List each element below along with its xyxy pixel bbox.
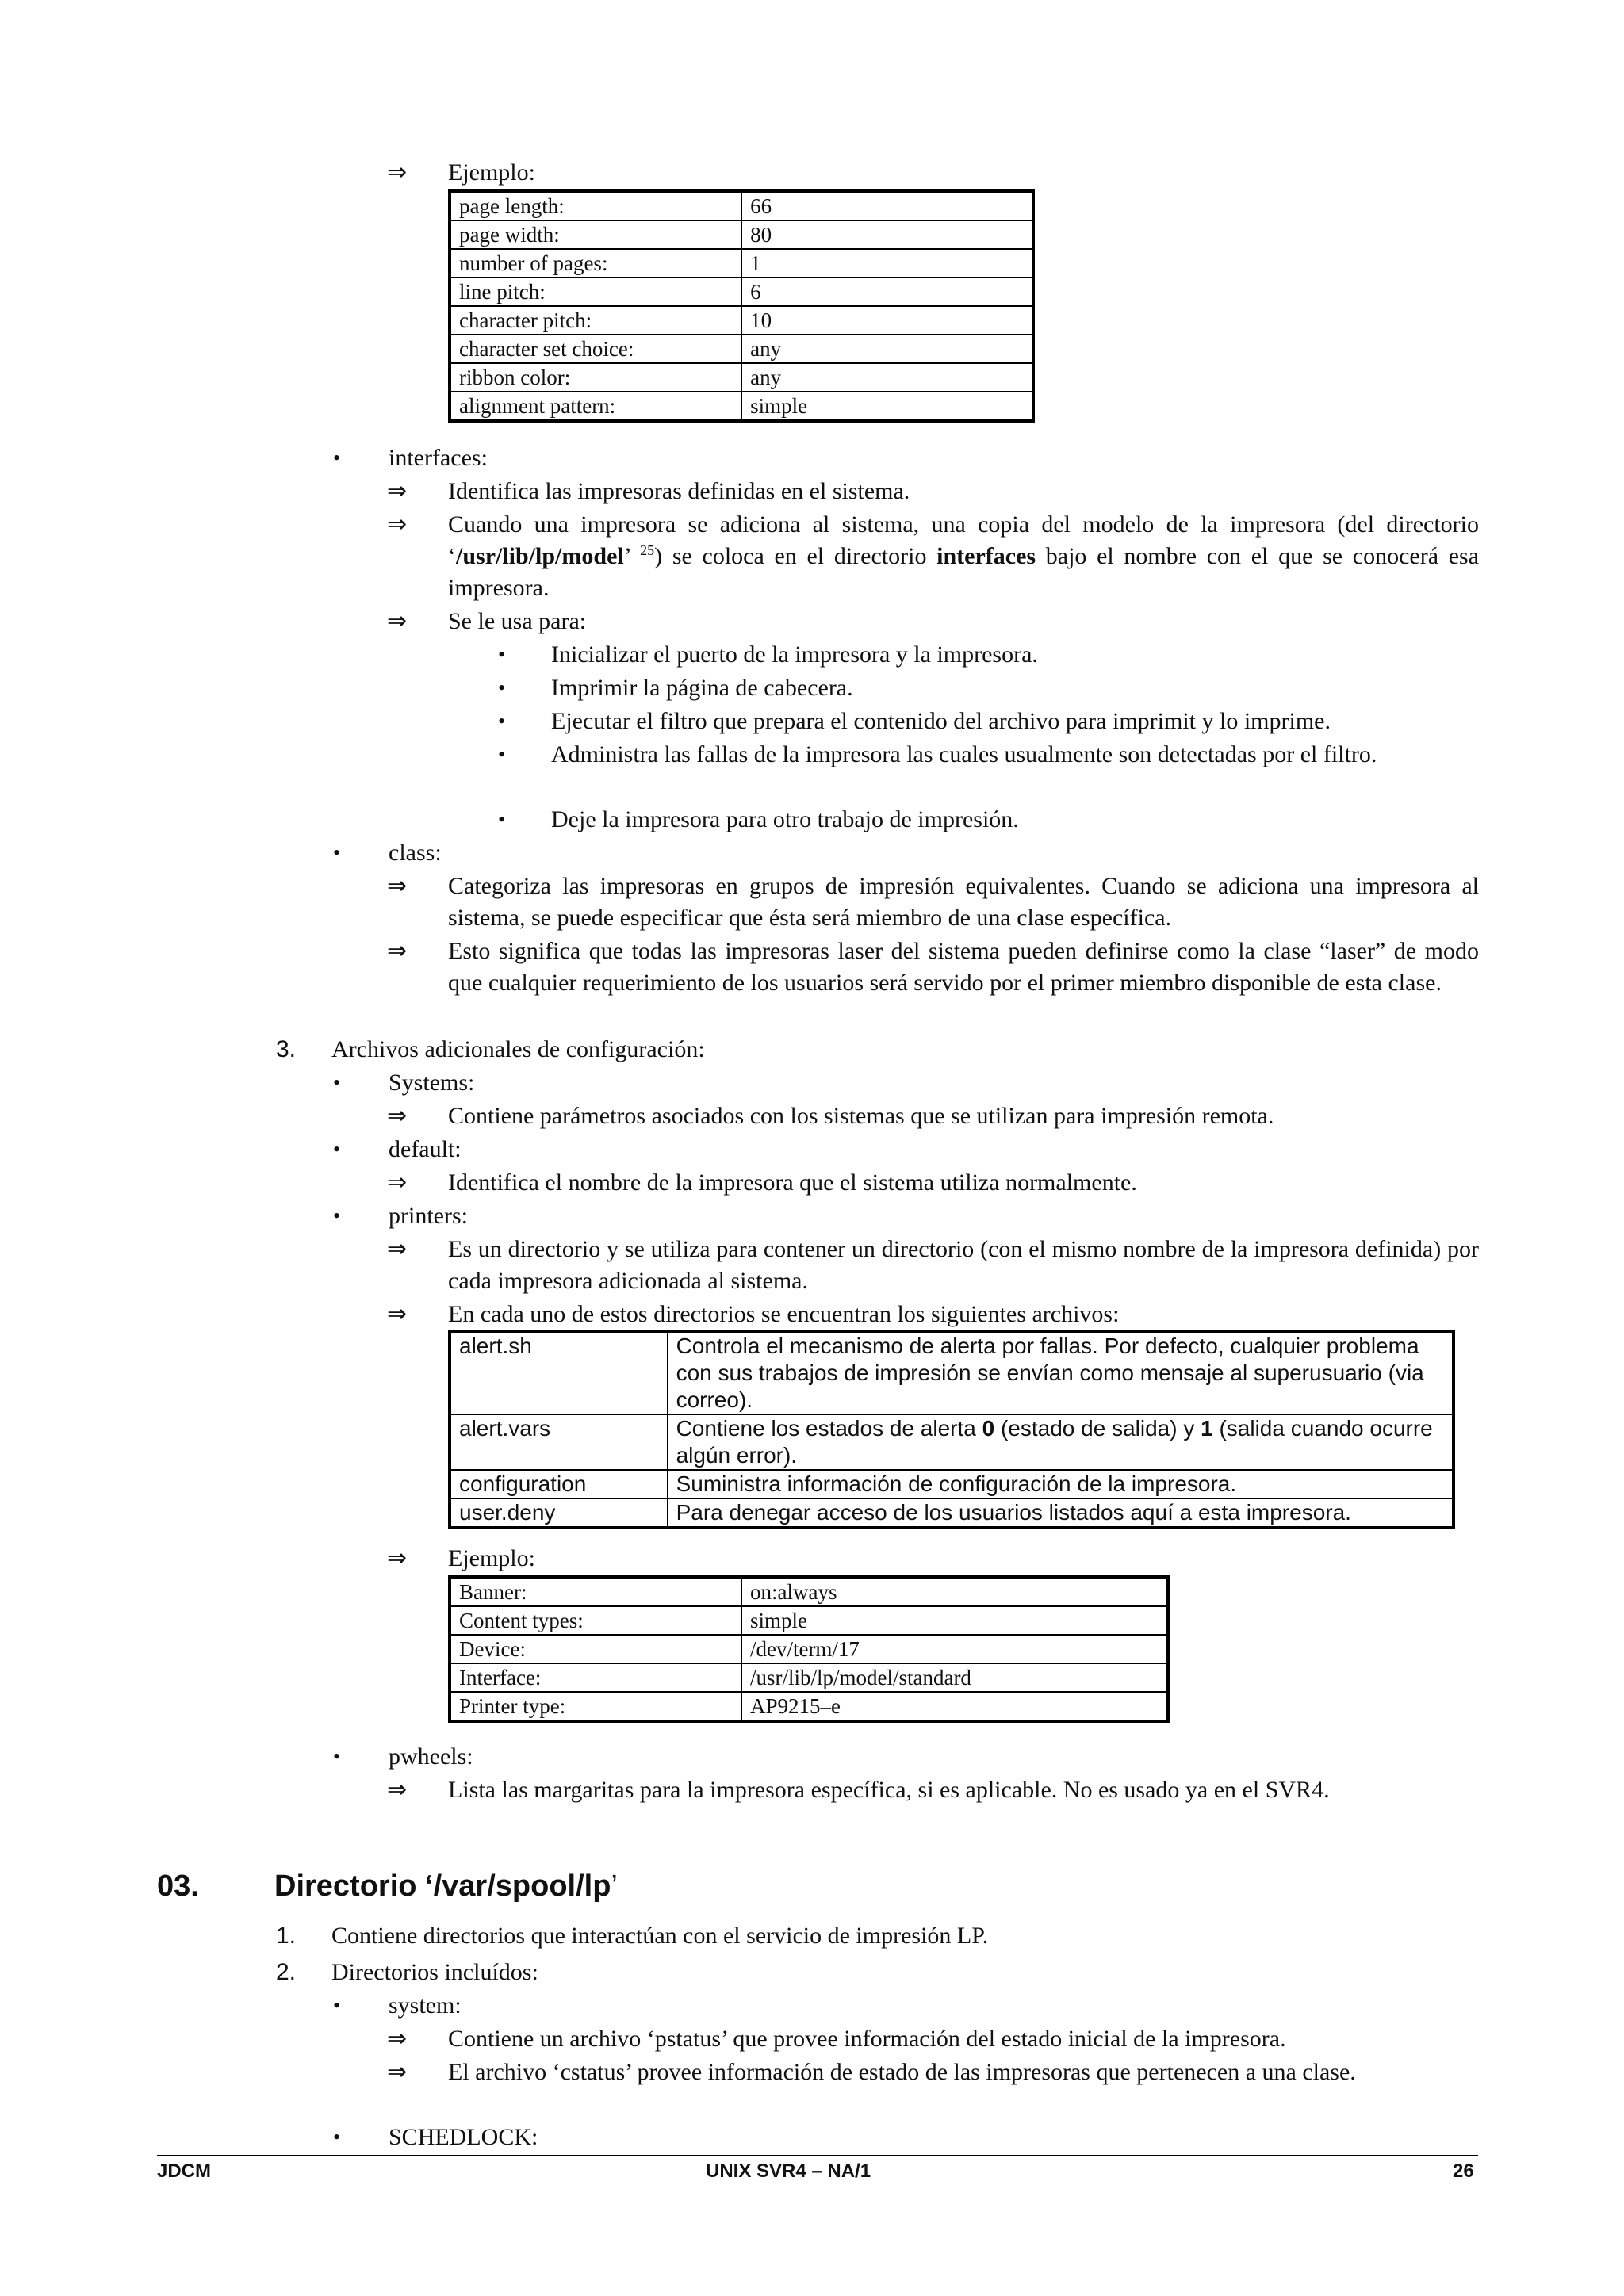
- table-cell: simple: [741, 1606, 1168, 1635]
- bullet-icon: •: [333, 446, 341, 469]
- section03-item-1: Contiene directorios que interactúan con el servicio de impresión LP.: [331, 1923, 989, 1949]
- table-cell: Content types:: [450, 1606, 741, 1635]
- table-cell: Contiene los estados de alerta 0 (estado de salida) y 1 (salida cuando ocurre algún error).: [668, 1414, 1454, 1470]
- table-row: [450, 277, 1033, 306]
- table-cell: Printer type:: [450, 1692, 741, 1721]
- footer-rule: [157, 2155, 1478, 2156]
- class-label: class:: [389, 840, 442, 866]
- section03-item-2: Directorios incluídos:: [331, 1959, 538, 1985]
- table-cell: Para denegar acceso de los usuarios listados aquí a esta impresora.: [668, 1498, 1454, 1528]
- table-row: [450, 392, 1033, 421]
- table-row: [450, 1498, 1454, 1528]
- table-cell: character set choice:: [450, 335, 741, 363]
- model-table: [448, 189, 1035, 423]
- table-cell: alert.vars: [450, 1414, 668, 1470]
- implies-arrow-icon: ⇒: [387, 2026, 408, 2052]
- table-row: [450, 1606, 1168, 1635]
- table-cell: AP9215–e: [741, 1692, 1168, 1721]
- table-cell: Interface:: [450, 1663, 741, 1692]
- table-row: [450, 363, 1033, 392]
- list-item: Administra las fallas de la impresora las cuales usualmente son detectadas por el filtro.: [551, 741, 1377, 767]
- bullet-icon: •: [333, 1071, 341, 1094]
- implies-arrow-icon: ⇒: [387, 1545, 408, 1571]
- table-row: [450, 249, 1033, 277]
- systems-label: Systems:: [389, 1070, 475, 1096]
- default-item: Identifica el nombre de la impresora que el sistema utiliza normalmente.: [448, 1169, 1137, 1196]
- printers-item-2: En cada uno de estos directorios se encuentran los siguientes archivos:: [448, 1301, 1120, 1327]
- section-title: Archivos adicionales de configuración:: [331, 1036, 705, 1062]
- bullet-icon: •: [498, 808, 506, 831]
- implies-arrow-icon: ⇒: [387, 938, 408, 964]
- system-item-1: Contiene un archivo ‘pstatus’ que provee información del estado inicial de la impresora.: [448, 2026, 1286, 2052]
- section-heading-title: Directorio ‘/var/spool/lp’: [274, 1869, 618, 1903]
- printers-label: printers:: [389, 1203, 468, 1229]
- table-cell: line pitch:: [450, 277, 741, 306]
- bullet-icon: •: [333, 1745, 341, 1768]
- bullet-icon: •: [498, 710, 506, 733]
- table-cell: 66: [741, 191, 1033, 220]
- implies-arrow-icon: ⇒: [387, 478, 408, 504]
- implies-arrow-icon: ⇒: [387, 511, 408, 538]
- table-cell: any: [741, 335, 1033, 363]
- table-cell: character pitch:: [450, 306, 741, 335]
- table-cell: configuration: [450, 1470, 668, 1498]
- page-number: 26: [1453, 2160, 1474, 2182]
- table-row: [450, 306, 1033, 335]
- list-number: 1.: [276, 1923, 297, 1949]
- system-label: system:: [389, 1992, 462, 2019]
- table-row: [450, 1470, 1454, 1498]
- table-cell: /usr/lib/lp/model/standard: [741, 1663, 1168, 1692]
- table-cell: 1: [741, 249, 1033, 277]
- table-row: [450, 1414, 1454, 1470]
- footer-title: UNIX SVR4 – NA/1: [706, 2160, 871, 2182]
- table-cell: 6: [741, 277, 1033, 306]
- list-item: Ejecutar el filtro que prepara el contenido del archivo para imprimit y lo imprime.: [551, 708, 1331, 734]
- bullet-icon: •: [333, 1138, 341, 1161]
- pwheels-item: Lista las margaritas para la impresora específica, si es aplicable. No es usado ya en el SVR4.: [448, 1777, 1330, 1803]
- bullet-icon: •: [498, 643, 506, 666]
- interfaces-label: interfaces:: [389, 445, 488, 471]
- default-label: default:: [389, 1136, 462, 1162]
- interfaces-item-3: Se le usa para:: [448, 608, 587, 634]
- table-row: [450, 220, 1033, 249]
- list-item: Deje la impresora para otro trabajo de impresión.: [551, 806, 1019, 832]
- example-label: Ejemplo:: [448, 159, 535, 186]
- printer-files-table: [448, 1330, 1455, 1529]
- bullet-icon: •: [333, 1994, 341, 2017]
- table-cell: simple: [741, 392, 1033, 421]
- table-row: [450, 1577, 1168, 1606]
- system-item-2: El archivo ‘cstatus’ provee información de estado de las impresoras que pertenecen a una clase.: [448, 2059, 1356, 2085]
- implies-arrow-icon: ⇒: [387, 608, 408, 634]
- table-row: [450, 1331, 1454, 1414]
- table-cell: ribbon color:: [450, 363, 741, 392]
- table-cell: alignment pattern:: [450, 392, 741, 421]
- table-cell: Device:: [450, 1635, 741, 1663]
- table-cell: on:always: [741, 1577, 1168, 1606]
- systems-item: Contiene parámetros asociados con los sistemas que se utilizan para impresión remota.: [448, 1103, 1274, 1129]
- implies-arrow-icon: ⇒: [387, 1301, 408, 1327]
- pwheels-label: pwheels:: [389, 1743, 473, 1770]
- table-cell: any: [741, 363, 1033, 392]
- implies-arrow-icon: ⇒: [387, 2059, 408, 2085]
- table-row: [450, 1692, 1168, 1721]
- table-cell: 10: [741, 306, 1033, 335]
- bullet-icon: •: [333, 1204, 341, 1227]
- class-item-2: Esto significa que todas las impresoras laser del sistema pueden definirse como la clase “laser” de modo que cualquier requerimiento de los usuarios será servido por el primer miembro disponible de esta clase.: [448, 938, 1479, 996]
- table-cell: Suministra información de configuración de la impresora.: [668, 1470, 1454, 1498]
- table-row: [450, 191, 1033, 220]
- table-cell: alert.sh: [450, 1331, 668, 1414]
- table-cell: number of pages:: [450, 249, 741, 277]
- printer-config-table: [448, 1575, 1170, 1723]
- list-item: Inicializar el puerto de la impresora y la impresora.: [551, 641, 1038, 668]
- section-number: 3.: [276, 1036, 297, 1062]
- implies-arrow-icon: ⇒: [387, 159, 408, 186]
- implies-arrow-icon: ⇒: [387, 873, 408, 899]
- bullet-icon: •: [333, 2126, 341, 2149]
- interfaces-item-1: Identifica las impresoras definidas en el sistema.: [448, 478, 910, 504]
- printers-item-1: Es un directorio y se utiliza para contener un directorio (con el mismo nombre de la impresora definida) por cada impresora adicionada al sistema.: [448, 1236, 1479, 1294]
- table-row: [450, 335, 1033, 363]
- list-number: 2.: [276, 1959, 297, 1985]
- implies-arrow-icon: ⇒: [387, 1777, 408, 1803]
- bullet-icon: •: [498, 676, 506, 699]
- footer-author: JDCM: [157, 2160, 212, 2182]
- table-row: [450, 1663, 1168, 1692]
- table-row: [450, 1635, 1168, 1663]
- table-cell: /dev/term/17: [741, 1635, 1168, 1663]
- implies-arrow-icon: ⇒: [387, 1236, 408, 1262]
- section-heading-number: 03.: [157, 1869, 199, 1903]
- bullet-icon: •: [498, 743, 506, 766]
- interfaces-item-2: Cuando una impresora se adiciona al sistema, una copia del modelo de la impresora (del directorio ‘/usr/lib/lp/model’ $^{25}$) se coloca en el directorio interfaces bajo el nombre con el que se conocerá esa impresora.: [448, 511, 1479, 601]
- example-label: Ejemplo:: [448, 1545, 535, 1571]
- implies-arrow-icon: ⇒: [387, 1169, 408, 1196]
- schedlock-label: SCHEDLOCK:: [389, 2124, 538, 2150]
- table-cell: user.deny: [450, 1498, 668, 1528]
- implies-arrow-icon: ⇒: [387, 1103, 408, 1129]
- list-item: Imprimir la página de cabecera.: [551, 675, 853, 701]
- bullet-icon: •: [333, 841, 341, 864]
- table-cell: Controla el mecanismo de alerta por fallas. Por defecto, cualquier problema con sus trabajos de impresión se envían como mensaje al superusuario (via correo).: [668, 1331, 1454, 1414]
- class-item-1: Categoriza las impresoras en grupos de impresión equivalentes. Cuando se adiciona una impresora al sistema, se puede especificar que ésta será miembro de una clase específica.: [448, 873, 1479, 931]
- table-cell: Banner:: [450, 1577, 741, 1606]
- table-cell: page width:: [450, 220, 741, 249]
- table-cell: page length:: [450, 191, 741, 220]
- table-cell: 80: [741, 220, 1033, 249]
